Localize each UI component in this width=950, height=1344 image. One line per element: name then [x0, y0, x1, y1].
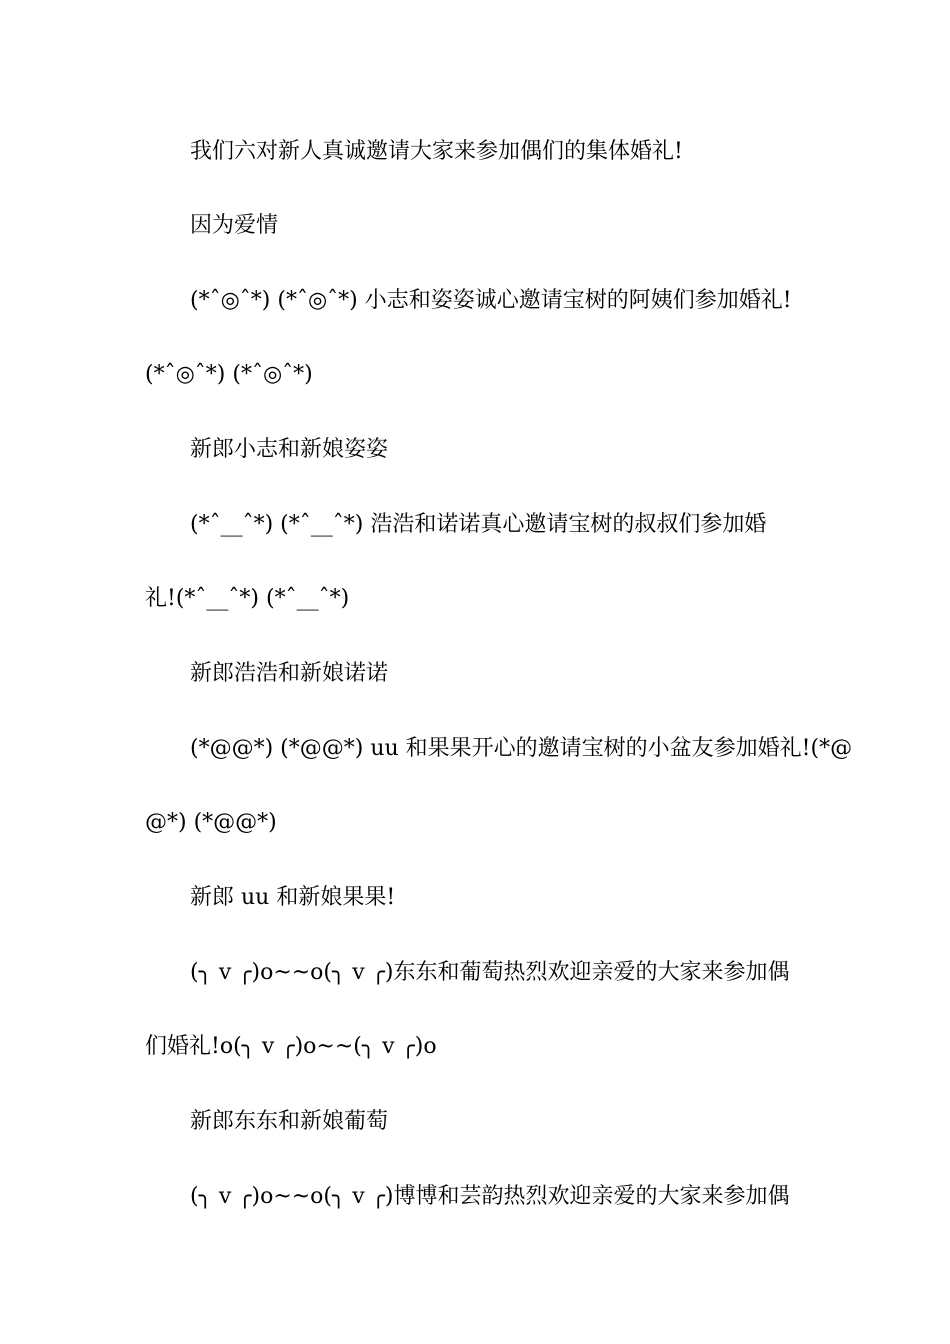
paragraph-invite-1: (*ˆ◎ˆ*) (*ˆ◎ˆ*) 小志和姿姿诚心邀请宝树的阿姨们参加婚礼!	[190, 288, 792, 313]
paragraph-invite-2-cont: 礼!(*ˆ__ˆ*) (*ˆ__ˆ*)	[145, 586, 350, 611]
paragraph-couple-3: 新郎 uu 和新娘果果!	[190, 885, 396, 910]
paragraph-invite-1-cont: (*ˆ◎ˆ*) (*ˆ◎ˆ*)	[145, 362, 313, 387]
paragraph-invite-2: (*ˆ__ˆ*) (*ˆ__ˆ*) 浩浩和诺诺真心邀请宝树的叔叔们参加婚	[190, 512, 767, 537]
paragraph-couple-2: 新郎浩浩和新娘诺诺	[190, 661, 389, 686]
paragraph-invite-3-cont: @*) (*@@*)	[145, 810, 277, 835]
paragraph-invite-4-cont: 们婚礼!o(╮ v ╭)o~~(╮ v ╭)o	[145, 1034, 437, 1059]
paragraph-heading: 因为爱情	[190, 213, 279, 238]
paragraph-invite-3: (*@@*) (*@@*) uu 和果果开心的邀请宝树的小盆友参加婚礼!(*@	[190, 736, 853, 761]
paragraph-invite-4: (╮ v ╭)o~~o(╮ v ╭)东东和葡萄热烈欢迎亲爱的大家来参加偶	[190, 960, 790, 985]
paragraph-intro: 我们六对新人真诚邀请大家来参加偶们的集体婚礼!	[190, 139, 683, 164]
paragraph-couple-4: 新郎东东和新娘葡萄	[190, 1109, 389, 1134]
paragraph-invite-5: (╮ v ╭)o~~o(╮ v ╭)博博和芸韵热烈欢迎亲爱的大家来参加偶	[190, 1184, 790, 1209]
paragraph-couple-1: 新郎小志和新娘姿姿	[190, 437, 389, 462]
